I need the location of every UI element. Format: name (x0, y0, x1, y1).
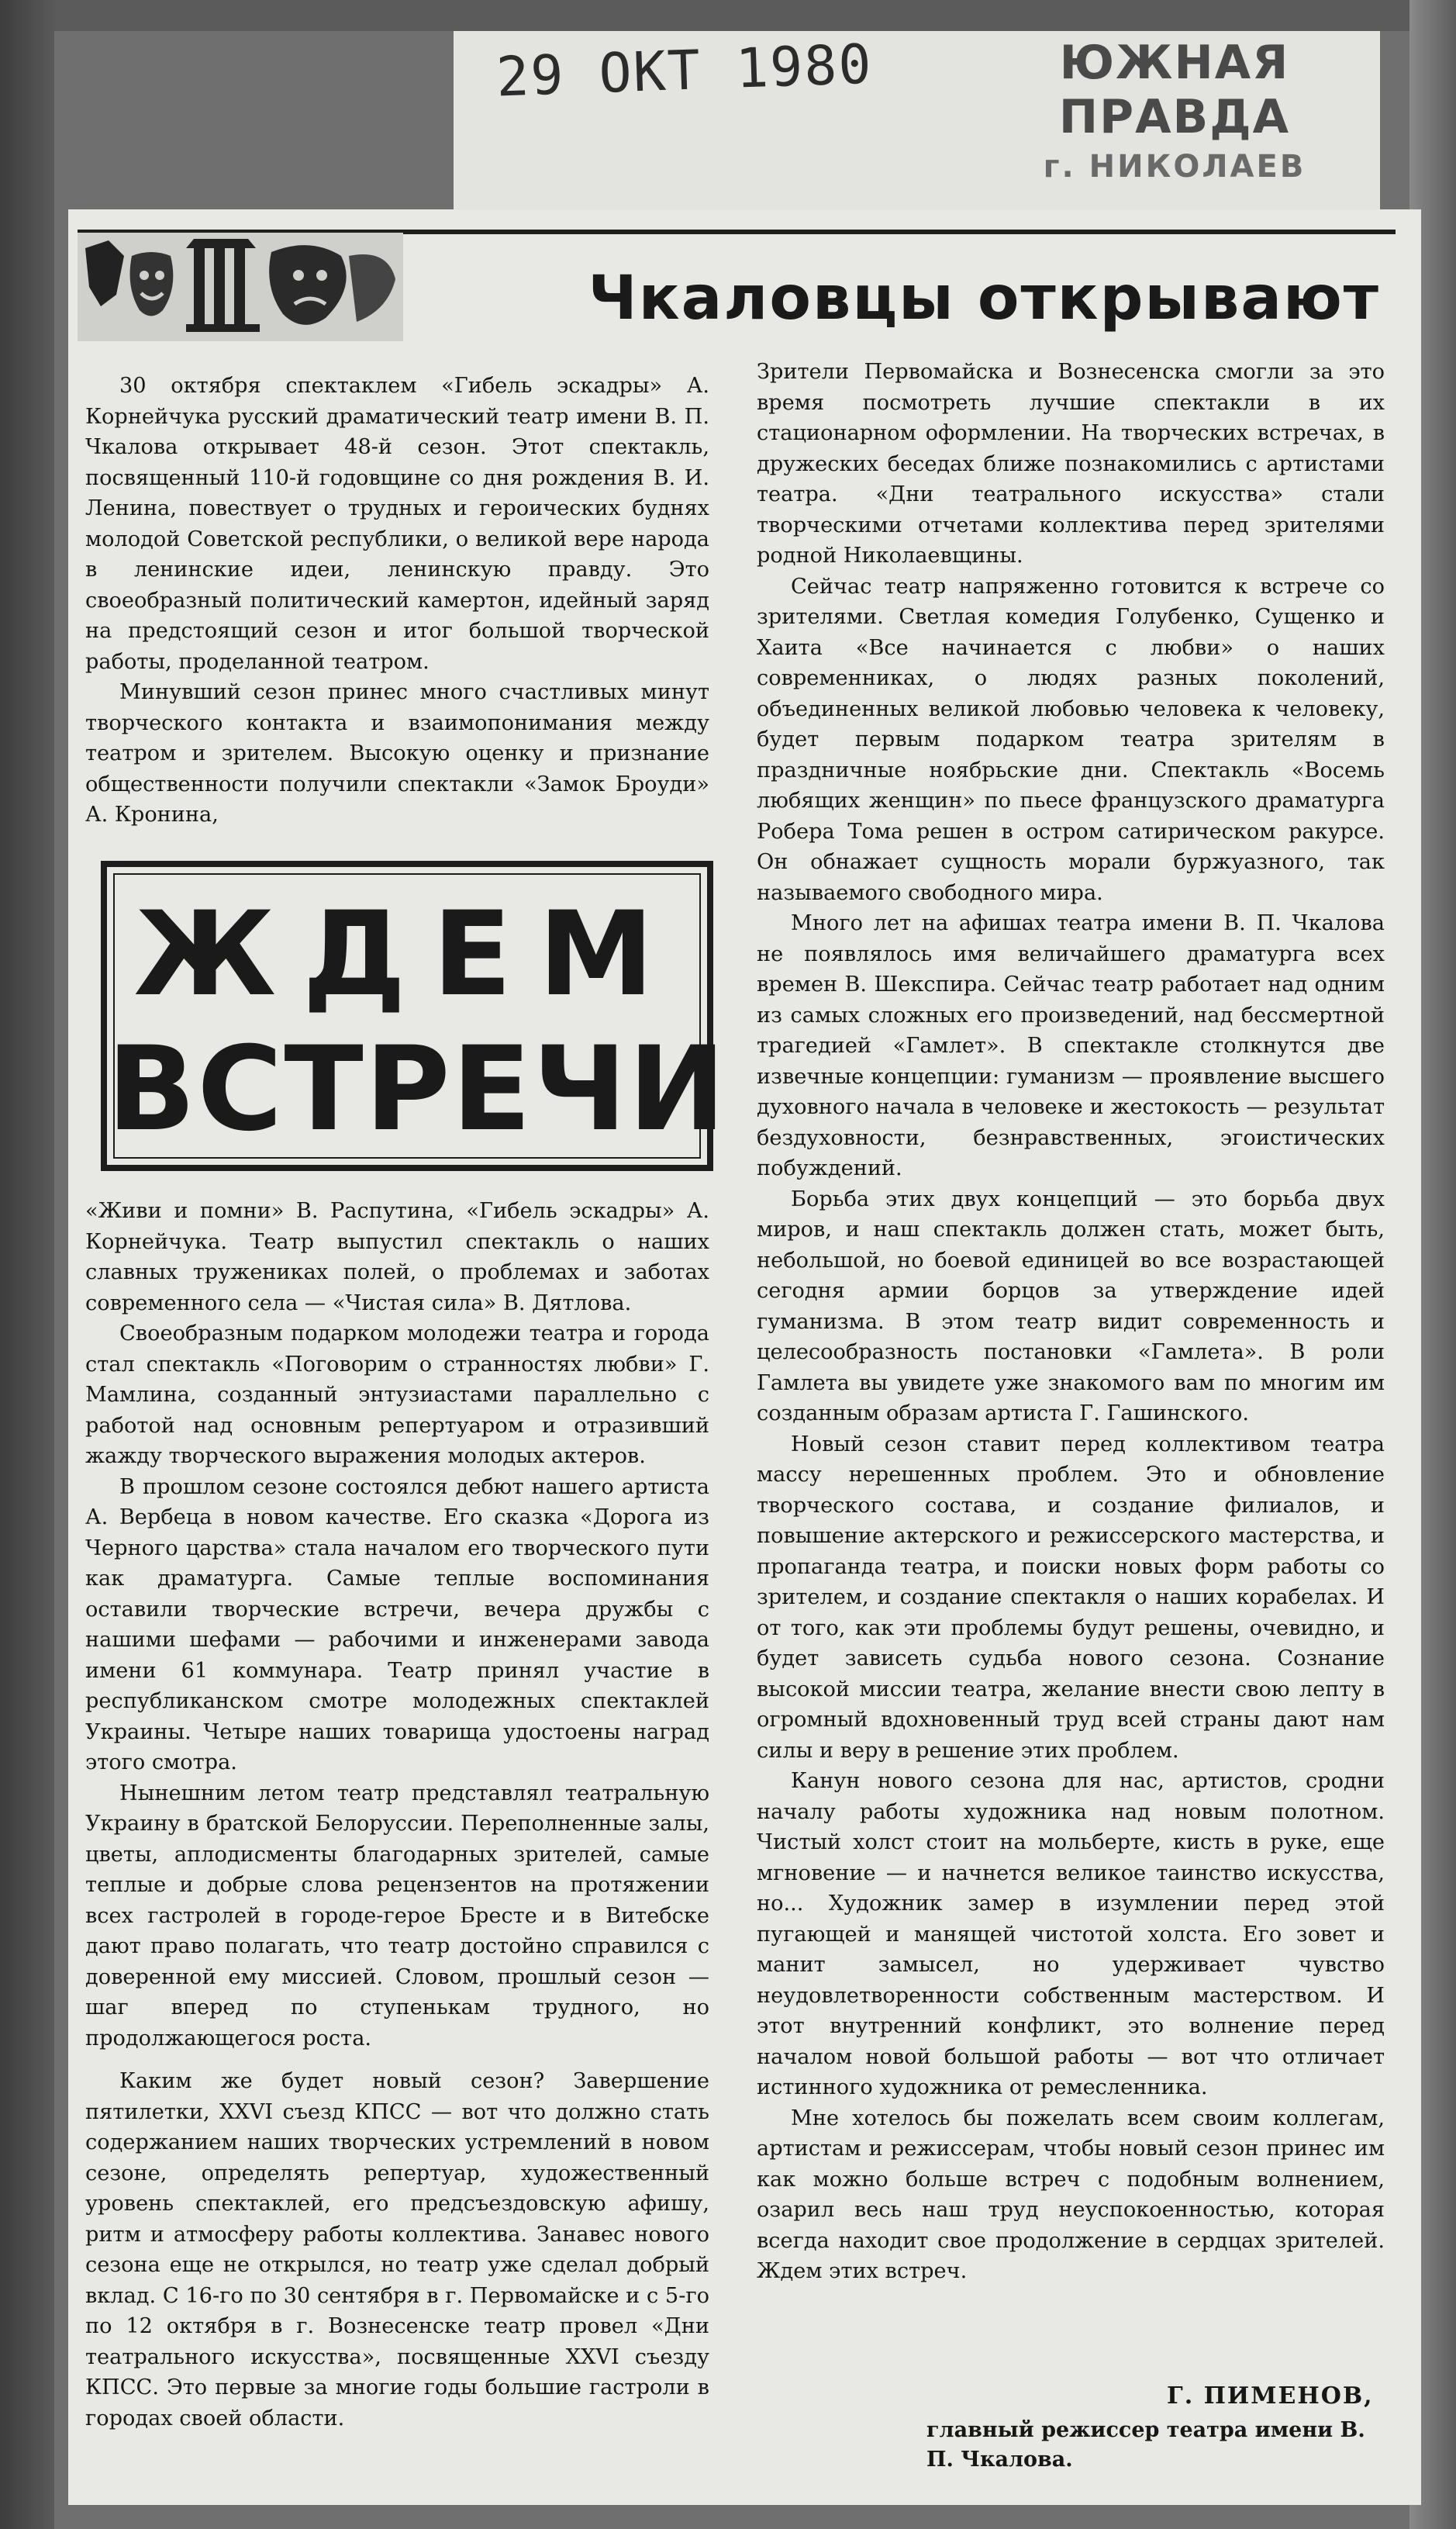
paragraph: Мне хотелось бы пожелать всем своим коллегам, артистам и режиссерам, чтобы новый сезон принес им как можно больше встреч с подобным волнением, озарил весь наш труд неуспокоенностью, которая всегда находит свое продолжение в сердцах зрителей. Ждем этих встреч. (757, 2106, 1385, 2283)
newspaper-name: ЮЖНАЯ ПРАВДА (1058, 36, 1291, 144)
author-role: главный режиссер театра имени В. П. Чкалова. (926, 2418, 1365, 2472)
headline: Чкаловцы открывают (588, 264, 1380, 333)
paragraph: Минувший сезон принес много счастливых минут творческого контакта и взаимопонимания между театром и зрителем. Высокую оценку и признание общественности получили спектакли «Замок Броуди» А. Кронина, (85, 680, 709, 827)
paragraph: Новый сезон ставит перед коллективом театра массу нерешенных проблем. Это и обновление творческого состава, и создание филиалов, и повышение актерского и режиссерского мастерства, и пропаганда театра, и поиски новых форм работы со зрителем, и создание спектакля о наших корабелах. И от того, как эти проблемы будут решены, очевидно, и будет зависеть судьба нового сезона. Сознание высокой миссии театра, желание внести свою лепту в огромный вдохновенный труд всей страны дают нам силы и веру в решение этих проблем. (757, 1432, 1385, 1763)
boxed-title (101, 861, 727, 1171)
newspaper-city: г. НИКОЛАЕВ (1043, 149, 1306, 185)
newspaper-stamp (992, 36, 1357, 185)
boxed-title-line1: ЖДЕМ (133, 887, 681, 1022)
date-stamp: 29 ОКТ 1980 (495, 32, 874, 109)
paragraph: Нынешним летом театр представлял театральную Украину в братской Белоруссии. Переполненные залы, цветы, аплодисменты благодарных зрителей, самые теплые и добрые слова рецензентов на протяжении всех гастролей в городе-герое Бресте и в Витебске дают право полагать, что театр достойно справился с доверенной ему миссией. Словом, прошлый сезон — шаг вперед по ступенькам трудного, но продолжающегося роста. (85, 1781, 709, 2050)
paragraph: Сейчас театр напряженно готовится к встрече со зрителями. Светлая комедия Голубенко, Сущенко и Хаита «Все начинается с любви» о наших современниках, о людях разных поколений, объединенных великой любовью человека к человеку, будет первым подарком театра зрителям в праздничные ноябрьские дни. Спектакль «Восемь любящих женщин» по пьесе французского драматурга Робера Тома решен в остром сатирическом ракурсе. Он обнажает сущность морали буржуазного, так называемого свободного мира. (757, 574, 1385, 905)
paragraph: 30 октября спектаклем «Гибель эскадры» А. Корнейчука русский драматический театр имени В. П. Чкалова открывает 48-й сезон. Этот спектакль, посвященный 110-й годовщине со дня рождения В. И. Ленина, повествует о трудных и героических буднях молодой Советской республики, о великой вере народа в ленинские идеи, ленинскую правду. Это своеобразный политический камертон, идейный заряд на предстоящий сезон и итог большой творческой работы, проделанной театром. (85, 374, 709, 674)
paragraph: Каким же будет новый сезон? Завершение пятилетки, XXVI съезд КПСС — вот что должно стать содержанием наших творческих устремлений в новом сезоне, определять репертуар, художественный уровень спектаклей, его предсъездовскую афишу, ритм и атмосферу работы коллектива. Занавес нового сезона еще не открылся, но театр уже сделал добрый вклад. С 16-го по 30 сентября в г. Первомайске и с 5-го по 12 октября в г. Вознесенске театр провел «Дни театрального искусства», посвященные XXVI съезду КПСС. Это первые за многие годы большие гастроли в городах своей области. (85, 2069, 709, 2431)
paragraph: Канун нового сезона для нас, артистов, сродни началу работы художника над новым полотном. Чистый холст стоит на мольберте, кисть в руке, еще мгновение — и начнется великое таинство искусства, но... Художник замер в изумлении перед этой пугающей и манящей чистотой холста. Его зовет и манит замысел, но удерживает чувство неудовлетворенности собственным мастерством. И этот внутренний конфликт, это волнение перед началом новой большой работы — вот что отличает истинного художника от ремесленника. (757, 1769, 1385, 2099)
paragraph: Много лет на афишах театра имени В. П. Чкалова не появлялось имя величайшего драматурга всех времен В. Шекспира. Сейчас театр работает над одним из самых сложных его произведений, над бессмертной трагедией «Гамлет». В спектакле столкнутся две извечные концепции: гуманизм — проявление высшего духовного начала в человеке и жестокость — результат бездуховности, безнравственных, эгоистических побуждений. (757, 911, 1385, 1180)
paragraph: Зрители Первомайска и Вознесенска смогли за это время посмотреть лучшие спектакли в их стационарном оформлении. На творческих встречах, в дружеских беседах ближе познакомились с артистами театра. «Дни театрального искусства» стали творческими отчетами коллектива перед зрителями родной Николаевщины. (757, 360, 1385, 568)
theatre-masks-icon (78, 233, 403, 341)
boxed-title-line2: ВСТРЕЧИ (107, 1022, 727, 1157)
background-left (0, 0, 54, 2529)
right-column (757, 357, 1385, 2287)
paragraph: В прошлом сезоне состоялся дебют нашего артиста А. Вербеца в новом качестве. Его сказка «Дорога из Черного царства» стала началом его творческого пути как драматурга. Самые теплые воспоминания оставили творческие встречи, вечера дружбы с нашими шефами — рабочими и инженерами завода имени 61 коммунара. Театр принял участие в республиканском смотре молодежных спектаклей Украины. Четыре наших товарища удостоены наград этого смотра. (85, 1474, 709, 1774)
author-name: Г. ПИМЕНОВ, (1167, 2382, 1374, 2410)
paragraph: Борьба этих двух концепций — это борьба двух миров, и наш спектакль должен стать, может быть, небольшой, но боевой единицей во все возрастающей сегодня армии борцов за утверждение идей гуманизма. В этом театр видит современность и целесообразность постановки «Гамлета». В роли Гамлета вы увидете уже знакомого вам по многим им созданным образам артиста Г. Гашинского. (757, 1187, 1385, 1425)
paragraph: Своеобразным подарком молодежи театра и города стал спектакль «Поговорим о странностях любви» Г. Мамлина, созданный энтузиастами параллельно с работой над основным репертуаром и отразивший жажду творческого выражения молодых актеров. (85, 1322, 709, 1468)
background-top (0, 0, 1456, 31)
theatre-masks-illustration (78, 233, 403, 341)
paragraph: «Живи и помни» В. Распутина, «Гибель эскадры» А. Корнейчука. Театр выпустил спектакль о наших славных тружениках полей, о проблемах и заботах современного села — «Чистая сила» В. Дятлова. (85, 1199, 709, 1315)
left-column-bottom (85, 1196, 709, 2434)
left-column-top (85, 371, 709, 831)
